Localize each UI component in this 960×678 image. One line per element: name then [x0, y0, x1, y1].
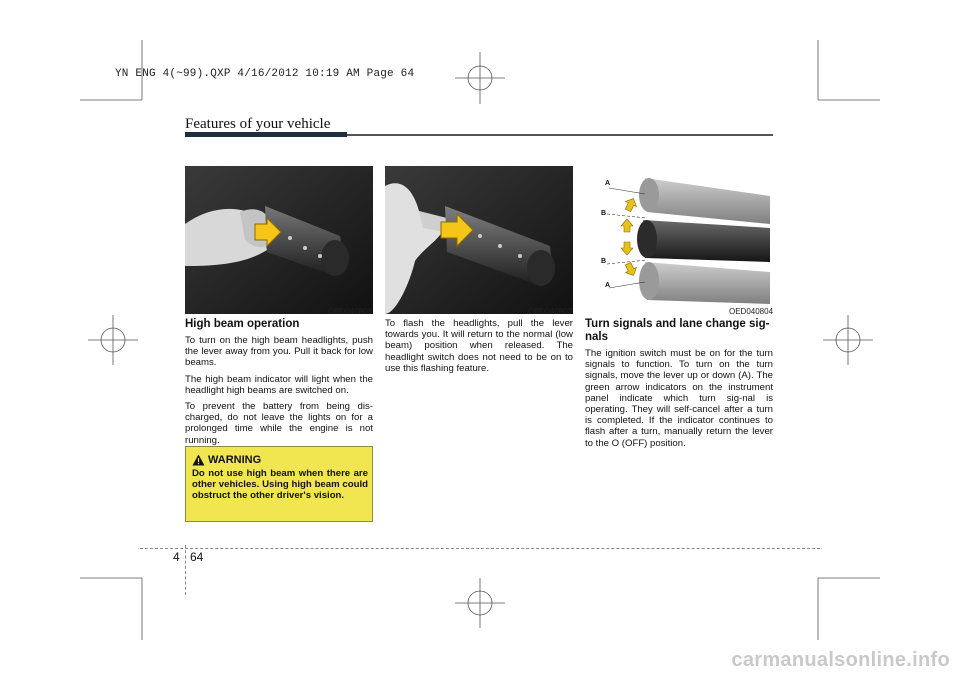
registration-mark-right	[823, 315, 873, 365]
diagram-label-a: A	[605, 180, 611, 187]
heading-turn-signals: Turn signals and lane change sig-nals	[585, 318, 770, 343]
registration-mark-bottom	[455, 578, 505, 628]
watermark: carmanualsonline.info	[731, 649, 950, 671]
diagram-label-b: B	[601, 258, 607, 265]
footer-rule	[140, 548, 820, 549]
footer-separator	[185, 545, 187, 595]
column-high-beam	[185, 318, 373, 451]
column-flash	[385, 318, 573, 379]
registration-mark-top	[455, 52, 505, 104]
paragraph: To prevent the battery from being dis-charged, do not leave the lights on for a prolonged time while the engine is not running.	[185, 401, 373, 446]
image-code: OED040804	[729, 307, 774, 316]
image-code: OED040801	[328, 307, 373, 316]
diagram-label-a: A	[605, 282, 611, 289]
paragraph: To turn on the high beam headlights, push the lever away from you. Pull it back for low beams.	[185, 335, 373, 369]
warning-text: Do not use high beam when there are other vehicles. Using high beam could obstruct the other driver's vision.	[192, 468, 368, 501]
page-number: 64	[190, 550, 204, 564]
flash-headlights-illustration	[385, 166, 573, 314]
image-code: OED040802	[528, 307, 573, 316]
heading-high-beam: High beam operation	[185, 318, 300, 330]
paragraph: The high beam indicator will light when the headlight high beams are switched on.	[185, 373, 373, 396]
section-title: Features of your vehicle	[185, 116, 331, 132]
paragraph: The ignition switch must be on for the turn signals to function. To turn on the turn signals, move the lever up or down (A). The green arrow indicators on the instrument panel indicate which turn sig-nal is operating. They will self-cancel after a turn is completed. If the indicator continues to flash after a turn, manually return the lever to the O (OFF) position.	[585, 348, 773, 449]
warning-triangle-icon	[192, 454, 205, 466]
paragraph: To flash the headlights, pull the lever towards you. It will return to the normal (low beam) position when released. The headlight switch does not need to be on to use this flashing feature.	[385, 318, 573, 374]
high-beam-illustration	[185, 166, 373, 314]
warning-box	[185, 446, 373, 522]
turn-signal-illustration	[585, 166, 773, 314]
print-slug: YN ENG 4(~99).QXP 4/16/2012 10:19 AM Page 64	[115, 68, 415, 80]
registration-mark-left	[88, 315, 138, 365]
header-accent-bar	[185, 132, 347, 137]
diagram-label-b: B	[601, 210, 607, 217]
chapter-number: 4	[173, 550, 180, 564]
column-turn-signals	[585, 318, 773, 454]
warning-title: WARNING	[208, 454, 262, 466]
